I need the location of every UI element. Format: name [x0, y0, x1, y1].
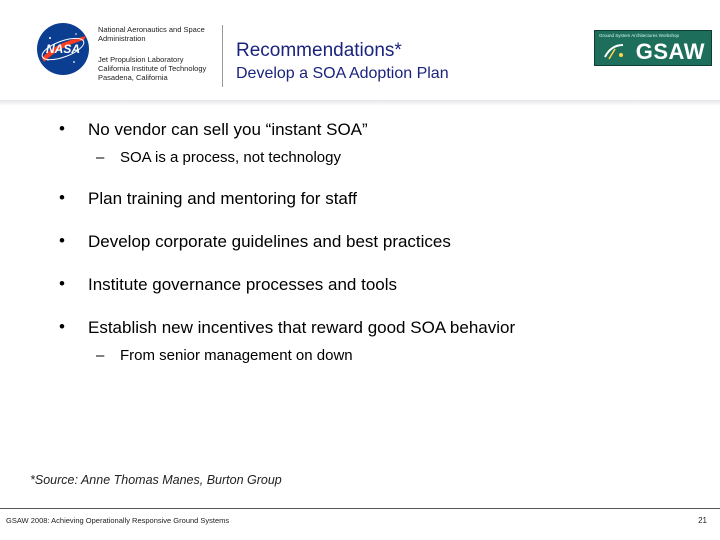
bullet-text: Establish new incentives that reward good SOA behavior	[88, 318, 516, 337]
footer-divider	[0, 508, 720, 509]
source-note: *Source: Anne Thomas Manes, Burton Group	[30, 473, 282, 487]
bullet-item	[59, 188, 358, 209]
bullet-dot: •	[59, 274, 65, 293]
bullet-text: Institute governance processes and tools	[88, 275, 398, 294]
gsaw-tagline: Ground System Architectures Workshop	[599, 33, 679, 38]
bullet-dot: •	[59, 231, 65, 250]
bullet-item	[59, 119, 368, 140]
gsaw-logo-text: GSAW	[635, 39, 705, 64]
org-line-4: Pasadena, California	[98, 73, 168, 82]
slide-title: Recommendations*	[236, 40, 402, 61]
footer-conference: GSAW 2008: Achieving Operationally Responsive Ground Systems	[6, 516, 230, 525]
bullet-dot: •	[59, 317, 65, 336]
sub-bullet-dash: –	[96, 347, 105, 364]
sub-bullet-item	[96, 347, 353, 364]
org-line-3: California Institute of Technology	[98, 64, 207, 73]
slide-subtitle: Develop a SOA Adoption Plan	[236, 65, 449, 82]
page-number: 21	[698, 516, 707, 525]
sub-bullet-dash: –	[96, 149, 105, 166]
bullet-item	[59, 317, 516, 338]
bullet-item	[59, 274, 398, 295]
bullet-dot: •	[59, 119, 65, 138]
org-line-1: National Aeronautics and Space Administration	[98, 25, 205, 43]
bullet-text: Develop corporate guidelines and best practices	[88, 232, 451, 251]
org-line-2: Jet Propulsion Laboratory	[98, 55, 184, 64]
bullet-item	[59, 231, 451, 252]
bullet-dot: •	[59, 188, 65, 207]
sub-bullet-item	[96, 149, 341, 166]
bullet-text: Plan training and mentoring for staff	[88, 189, 358, 208]
sub-bullet-text: From senior management on down	[120, 347, 353, 364]
nasa-logo-text: NASA	[45, 42, 81, 56]
bullet-text: No vendor can sell you “instant SOA”	[88, 120, 368, 139]
sub-bullet-text: SOA is a process, not technology	[120, 149, 341, 166]
